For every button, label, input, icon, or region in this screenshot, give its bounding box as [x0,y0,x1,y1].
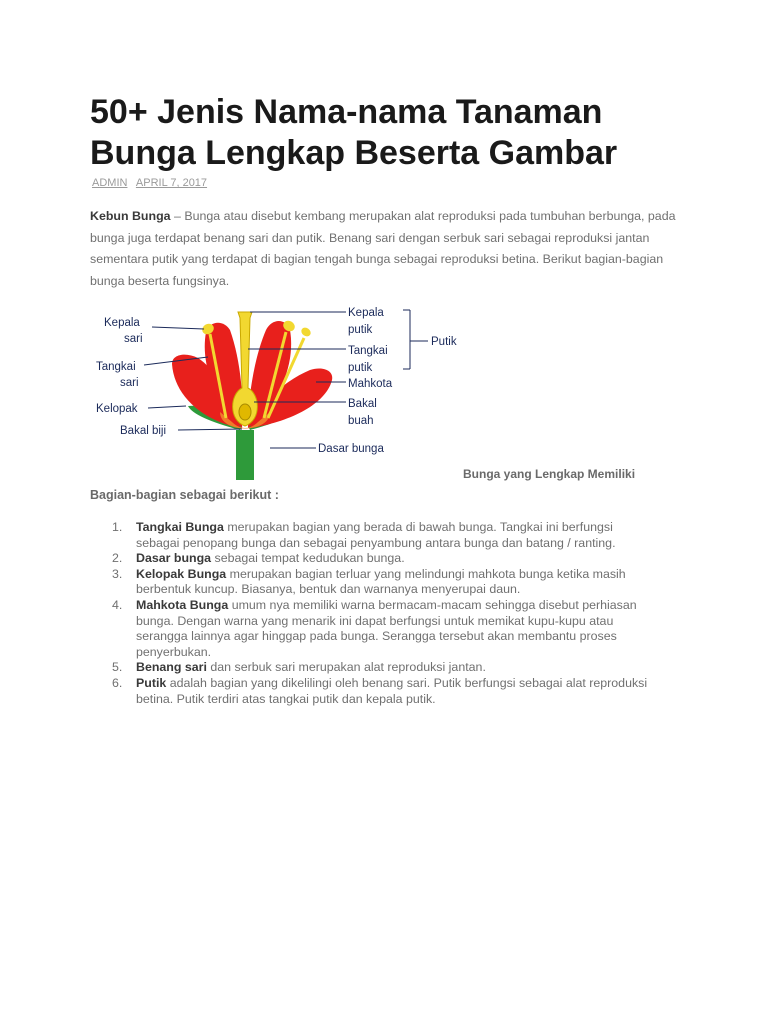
figure-caption: Bunga yang Lengkap Memiliki [463,467,636,481]
list-item [90,520,650,551]
label-tangkai-sari-2: sari [120,377,139,389]
list-item-term: Tangkai Bunga [136,520,224,534]
label-dasar-bunga: Dasar bunga [318,443,384,455]
list-item-desc: adalah bagian yang dikelilingi oleh benang sari. Putik berfungsi sebagai alat reproduksi betina. Putik terdiri atas tangkai putik dan kepala putik. [136,675,648,706]
parts-heading: Bagian-bagian sebagai berikut : [90,488,279,502]
label-bakal-buah: Bakal [348,398,377,410]
flower-diagram [90,302,470,480]
intro-text: – Bunga atau disebut kembang merupakan alat reproduksi pada tumbuhan berbunga, pada bunga juga terdapat benang sari dan putik. Benang sari dengan serbuk sari sebagai reproduksi jantan sementara putik yang terdapat di bagian tengah bunga sebagai reproduksi betina. Berikut bagian-bagian bunga beserta fungsinya. [90,209,676,288]
anther-far-right [300,326,313,338]
label-bakal-buah-2: buah [348,415,374,427]
list-item-term: Benang sari [136,660,207,675]
post-meta [92,177,213,189]
author-link[interactable]: ADMIN [92,177,128,189]
list-item-desc: umum nya memiliki warna bermacam-macam sehingga disebut perhiasan bunga. Dengan warna yang menarik ini dapat berfungsi untuk memikat kupu-kupu atau serangga lainnya agar hinggap pada bunga. Serangga tersebut akan membantu proses penyerbukan. [136,597,637,659]
list-item-desc: merupakan bagian terluar yang melindungi mahkota bunga ketika masih berbentuk kuncup. Biasanya, bentuk dan warnanya menyerupai daun. [136,566,626,597]
list-item-term: Kelopak Bunga [136,566,227,581]
list-item-number: 4. [112,597,123,612]
label-kepala-putik-2: putik [348,324,373,336]
ovule-shape [239,404,251,420]
label-bakal-biji: Bakal biji [120,425,167,437]
list-item-desc: dan serbuk sari merupakan alat reproduksi jantan. [206,660,486,675]
list-item-term: Mahkota Bunga [136,597,229,612]
list-item-term: Dasar bunga [136,551,212,566]
label-putik: Putik [431,336,457,348]
label-kepala-sari: Kepala [104,317,140,329]
intro-lead: Kebun Bunga [90,209,171,223]
stem-shape [236,430,254,480]
label-tangkai-putik: Tangkai [348,345,388,357]
list-item-number: 3. [112,566,123,581]
intro-paragraph [90,206,680,292]
label-kepala-sari-2: sari [124,333,143,345]
label-tangkai-sari: Tangkai [96,361,136,373]
label-kepala-putik: Kepala [348,307,384,319]
list-item-number: 1. [112,520,123,534]
list-item-desc: merupakan bagian yang berada di bawah bunga. Tangkai ini berfungsi sebagai penopang bunga dan sebagai penyambung antara bunga dan batang / ranting. [136,520,616,550]
list-item [90,567,650,598]
flower-diagram-svg [90,302,470,480]
list-item-desc: sebagai tempat kedudukan bunga. [211,551,405,566]
list-item-number: 2. [112,551,123,566]
list-item [90,551,650,567]
date-link[interactable]: APRIL 7, 2017 [135,177,208,189]
parts-list [90,520,650,707]
list-item-number: 6. [112,675,123,690]
list-item-number: 5. [112,660,123,675]
label-kelopak: Kelopak [96,403,138,415]
list-item [90,598,650,660]
label-mahkota: Mahkota [348,378,393,390]
list-item [90,676,650,707]
label-tangkai-putik-2: putik [348,362,373,374]
article-title: 50+ Jenis Nama-nama Tanaman Bunga Lengkap Beserta Gambar [90,93,618,172]
list-item [90,660,650,676]
list-item-term: Putik [136,675,167,690]
